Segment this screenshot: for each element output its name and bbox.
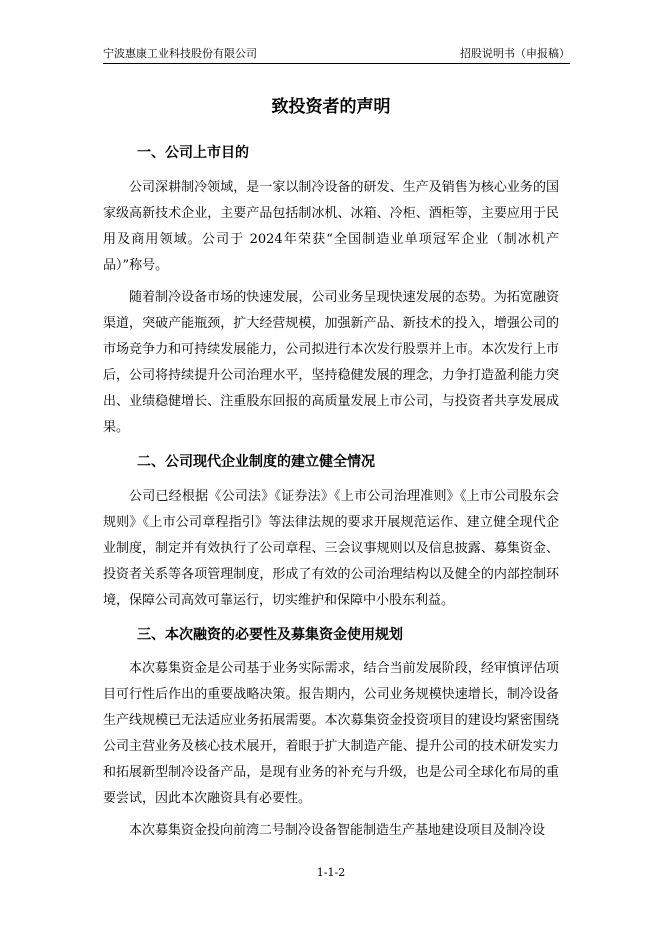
paragraph-company-overview: 公司深耕制冷领域，是一家以制冷设备的研发、生产及销售为核心业务的国家级高新技术企业，主要产品包括制冰机、冰箱、冷柜、酒柜等，主要应用于民用及商用领域。公司于 2024年荣获“全国制造业单项冠军企业（制冰机产品）”称号。 bbox=[103, 180, 559, 273]
paragraph-governance-system: 公司已经根据《公司法》《证券法》《上市公司治理准则》《上市公司股东会规则》《上市公司章程指引》等法律法规的要求开展规范运作、建立健全现代企业制度，制定并有效执行了公司章程、三会议事规则以及信息披露、募集资金、投资者关系等各项管理制度，形成了有效的公司治理结构以及健全的内部控制环境，保障公司高效可靠运行，切实维护和保障中小股东利益。 bbox=[103, 489, 559, 608]
section-heading-corporate-governance: 二、公司现代企业制度的建立健全情况 bbox=[137, 454, 375, 470]
section-heading-listing-purpose: 一、公司上市目的 bbox=[137, 145, 249, 161]
page-title: 致投资者的声明 bbox=[271, 97, 391, 117]
header-company-name: 宁波惠康工业科技股份有限公司 bbox=[103, 47, 257, 60]
page-header bbox=[103, 47, 570, 64]
page-number: 1-1-2 bbox=[316, 866, 346, 879]
paragraph-fund-allocation: 本次募集资金投向前湾二号制冷设备智能制造生产基地建设项目及制冷设 bbox=[129, 823, 546, 838]
section-heading-financing-necessity: 三、本次融资的必要性及募集资金使用规划 bbox=[137, 627, 403, 643]
paragraph-financing-necessity: 本次募集资金是公司基于业务实际需求，结合当前发展阶段，经审慎评估项目可行性后作出的重要战略决策。报告期内，公司业务规模快速增长，制冷设备生产线规模已无法适应业务拓展需要。本次募集资金投资项目的建设均紧密围绕公司主营业务及核心技术展开，着眼于扩大制造产能、提升公司的技术研发实力和拓展新型制冷设备产品，是现有业务的补充与升级，也是公司全球化布局的重要尝试，因此本次融资具有必要性。 bbox=[103, 661, 559, 806]
paragraph-listing-rationale: 随着制冷设备市场的快速发展，公司业务呈现快速发展的态势。为拓宽融资渠道，突破产能瓶颈，扩大经营规模，加强新产品、新技术的投入，增强公司的市场竞争力和可持续发展能力，公司拟进行本次发行股票并上市。本次发行上市后，公司将持续提升公司治理水平，坚持稳健发展的理念，力争打造盈利能力突出、业绩稳健增长、注重股东回报的高质量发展上市公司，与投资者共享发展成果。 bbox=[103, 290, 559, 435]
header-document-type: 招股说明书（申报稿） bbox=[460, 47, 570, 60]
